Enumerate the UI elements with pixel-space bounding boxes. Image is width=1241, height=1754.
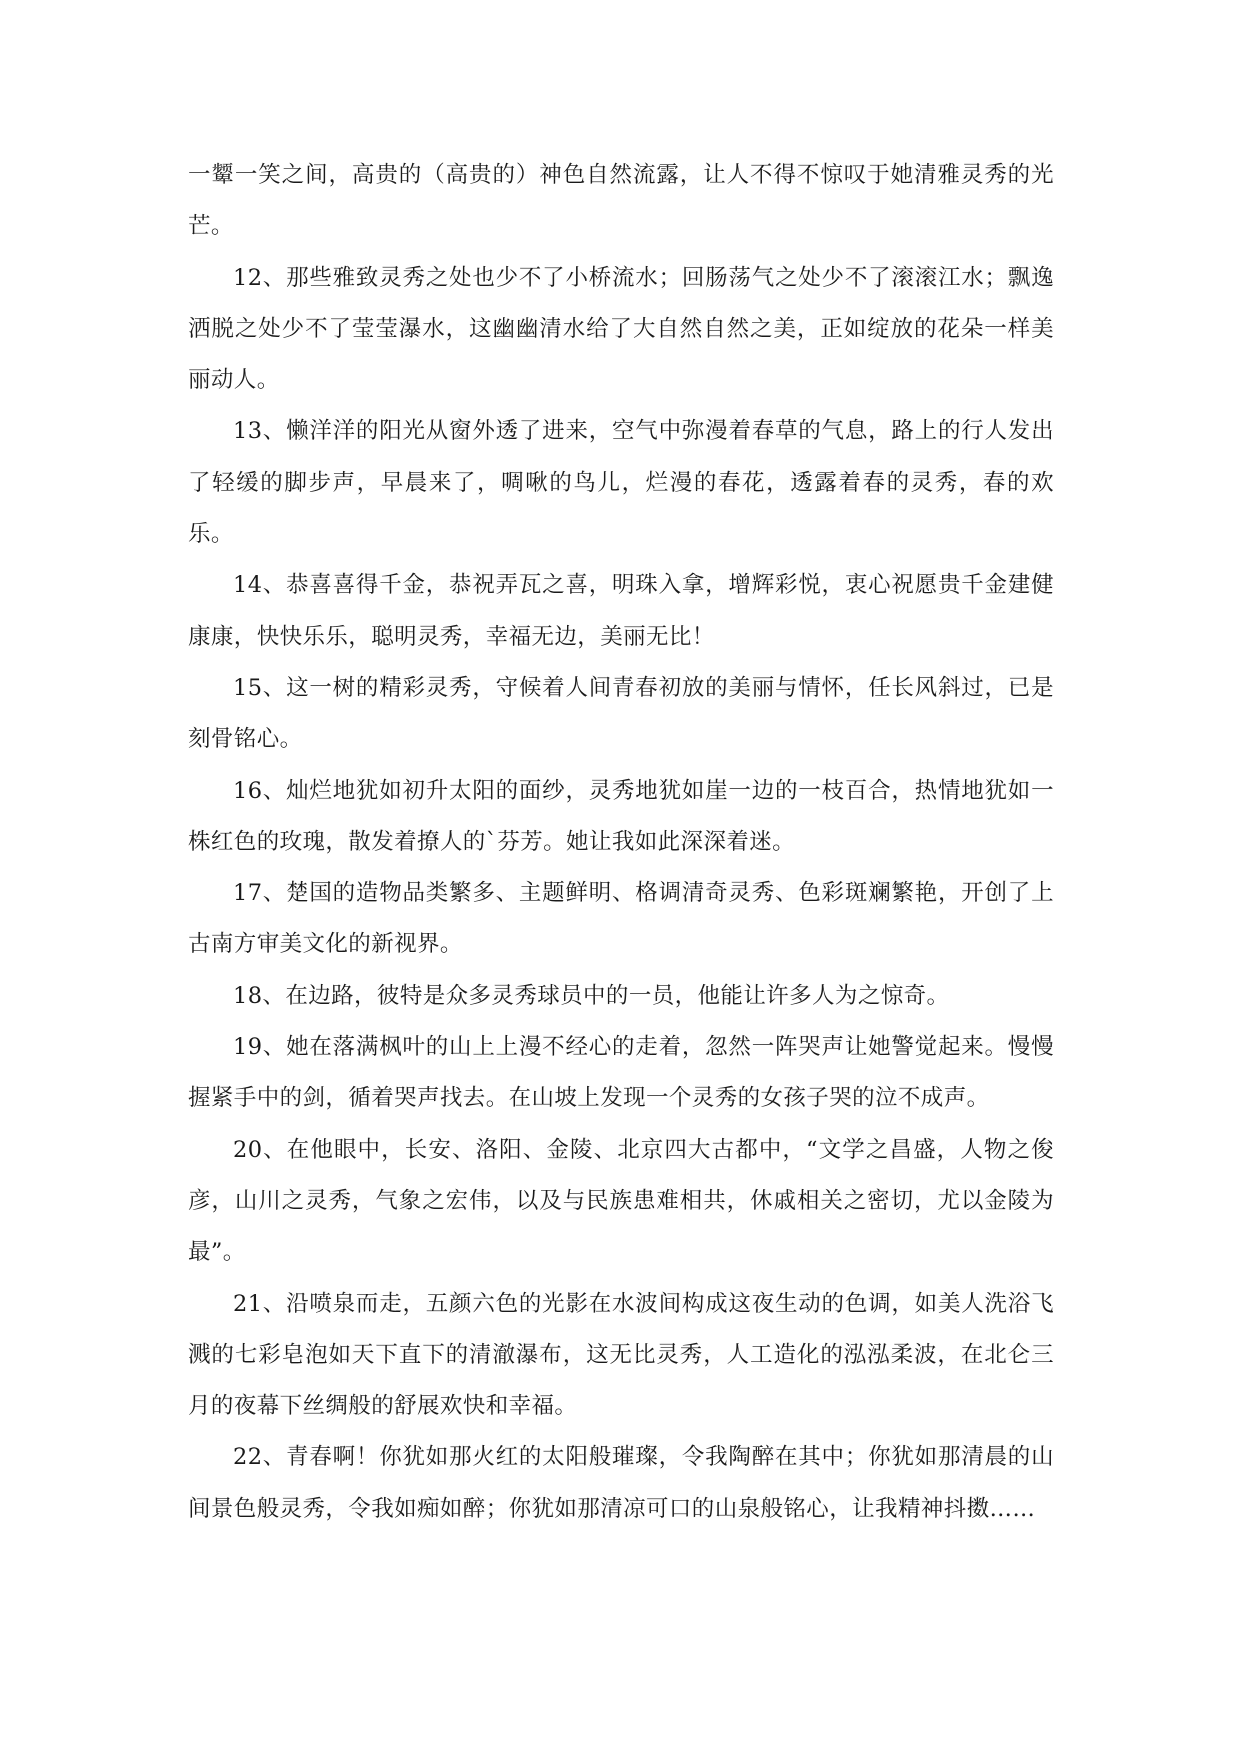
paragraph-item-13: 13、懒洋洋的阳光从窗外透了进来，空气中弥漫着春草的气息，路上的行人发出了轻缓的脚步声，早晨来了，啁啾的鸟儿，烂漫的春花，透露着春的灵秀，春的欢乐。 xyxy=(188,418,1054,548)
paragraph-continuation: 一颦一笑之间，高贵的（高贵的）神色自然流露，让人不得不惊叹于她清雅灵秀的光芒。 xyxy=(188,162,1054,240)
paragraph-item-15: 15、这一树的精彩灵秀，守候着人间青春初放的美丽与情怀，任长风斜过，已是刻骨铭心。 xyxy=(188,674,1054,753)
paragraph-item-19: 19、她在落满枫叶的山上上漫不经心的走着，忽然一阵哭声让她警觉起来。慢慢握紧手中的剑，循着哭声找去。在山坡上发现一个灵秀的女孩子哭的泣不成声。 xyxy=(188,1034,1054,1112)
paragraph-item-22: 22、青春啊！你犹如那火红的太阳般璀璨，令我陶醉在其中；你犹如那清晨的山间景色般灵秀，令我如痴如醉；你犹如那清凉可口的山泉般铭心，让我精神抖擞…… xyxy=(188,1444,1054,1522)
paragraph-item-20: 20、在他眼中，长安、洛阳、金陵、北京四大古都中，“文学之昌盛，人物之俊彦，山川之灵秀，气象之宏伟，以及与民族患难相共，休戚相关之密切，尤以金陵为最”。 xyxy=(188,1136,1054,1266)
document-body xyxy=(188,150,1054,1535)
paragraph-item-12: 12、那些雅致灵秀之处也少不了小桥流水；回肠荡气之处少不了滚滚江水；飘逸洒脱之处少不了莹莹瀑水，这幽幽清水给了大自然自然之美，正如绽放的花朵一样美丽动人。 xyxy=(188,264,1054,394)
paragraph-item-14: 14、恭喜喜得千金，恭祝弄瓦之喜，明珠入拿，增辉彩悦，衷心祝愿贵千金建健康康，快快乐乐，聪明灵秀，幸福无边，美丽无比！ xyxy=(188,572,1054,650)
paragraph-item-21: 21、沿喷泉而走，五颜六色的光影在水波间构成这夜生动的色调，如美人洗浴飞溅的七彩皂泡如天下直下的清澈瀑布，这无比灵秀，人工造化的泓泓柔波，在北仑三月的夜幕下丝绸般的舒展欢快和幸福。 xyxy=(188,1290,1054,1420)
paragraph-item-18: 18、在边路，彼特是众多灵秀球员中的一员，他能让许多人为之惊奇。 xyxy=(233,982,950,1009)
paragraph-item-16: 16、灿烂地犹如初升太阳的面纱，灵秀地犹如崖一边的一枝百合，热情地犹如一株红色的玫瑰，散发着撩人的`芬芳。她让我如此深深着迷。 xyxy=(188,777,1054,855)
paragraph-item-17: 17、楚国的造物品类繁多、主题鲜明、格调清奇灵秀、色彩斑斓繁艳，开创了上古南方审美文化的新视界。 xyxy=(188,880,1054,958)
